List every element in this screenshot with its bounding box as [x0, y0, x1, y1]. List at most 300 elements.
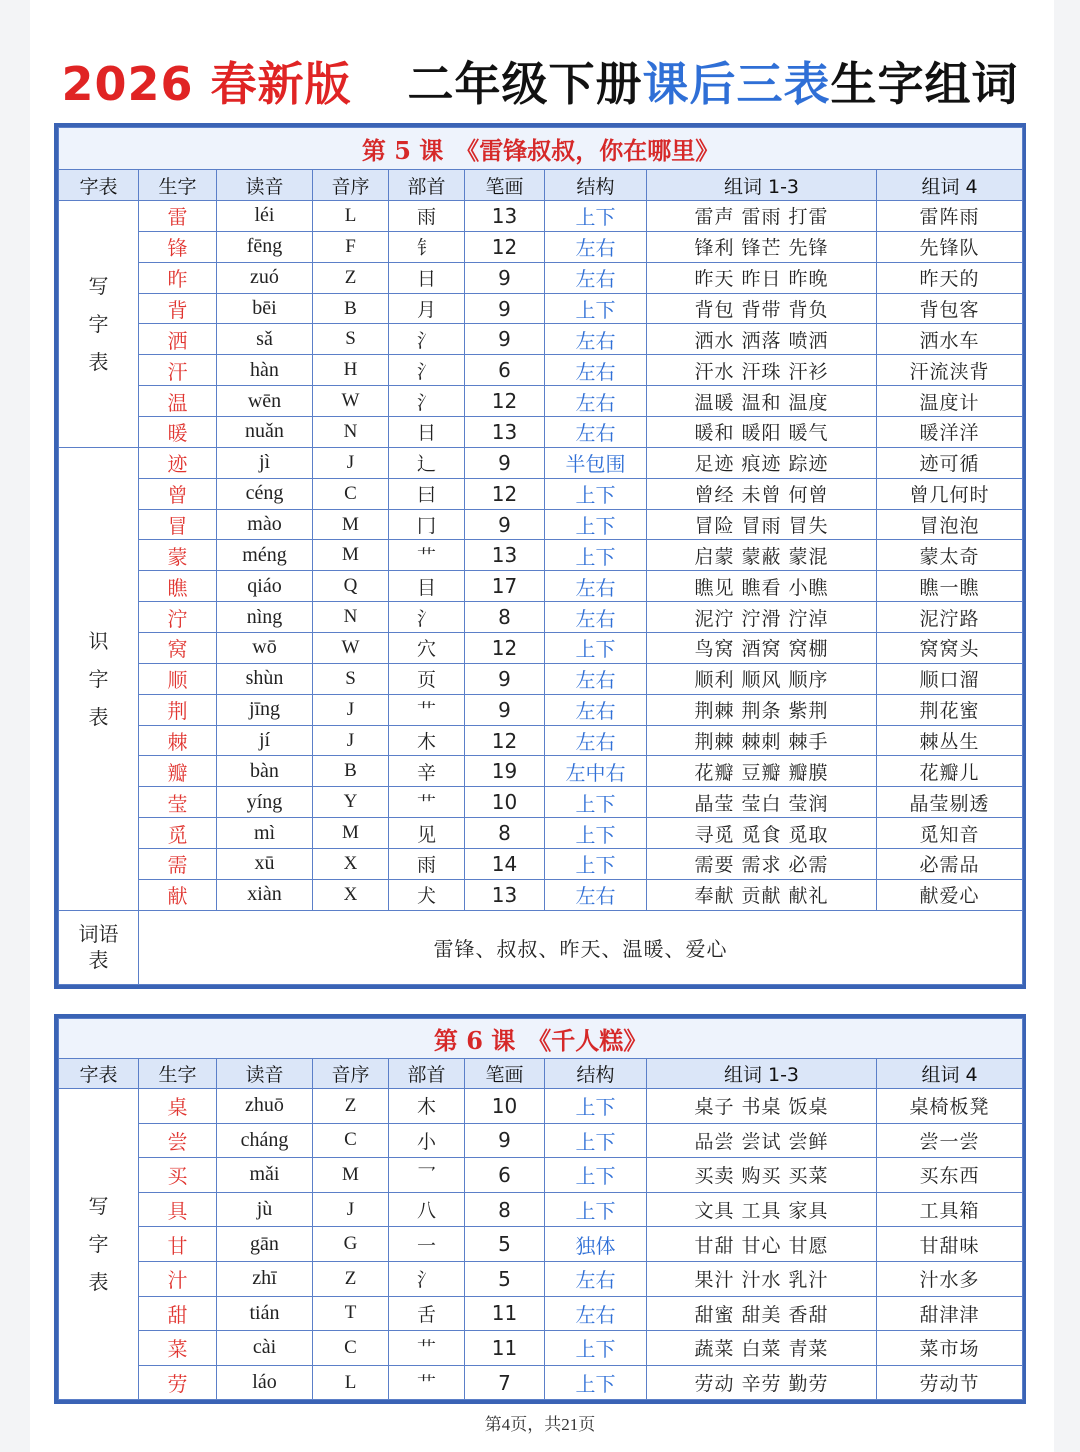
radical: 见: [389, 818, 465, 849]
pinyin: láo: [217, 1365, 313, 1400]
structure: 上下: [545, 849, 647, 880]
pinyin: xū: [217, 849, 313, 880]
stroke-count: 9: [465, 663, 545, 694]
word-4: 洒水车: [877, 324, 1023, 355]
character: 冒: [139, 509, 217, 540]
stroke-count: 8: [465, 1192, 545, 1227]
word-4: 顺口溜: [877, 663, 1023, 694]
stroke-count: 12: [465, 478, 545, 509]
table-row: [59, 694, 1023, 725]
initial: B: [313, 756, 389, 787]
pinyin: léi: [217, 201, 313, 232]
word-4: 棘丛生: [877, 725, 1023, 756]
words-1-3: 奉献 贡献 献礼: [647, 879, 877, 910]
word-4: 先锋队: [877, 231, 1023, 262]
stroke-count: 9: [465, 262, 545, 293]
column-header: 音序: [313, 170, 389, 201]
structure: 上下: [545, 1365, 647, 1400]
pinyin: yíng: [217, 787, 313, 818]
pinyin: méng: [217, 540, 313, 571]
pinyin: jīng: [217, 694, 313, 725]
initial: M: [313, 818, 389, 849]
radical: 钅: [389, 231, 465, 262]
character: 荆: [139, 694, 217, 725]
word-4: 献爱心: [877, 879, 1023, 910]
structure: 左右: [545, 602, 647, 633]
structure: 左右: [545, 1261, 647, 1296]
initial: X: [313, 879, 389, 910]
words-1-3: 品尝 尝试 尝鲜: [647, 1123, 877, 1158]
group-label-char: 写: [88, 273, 109, 298]
stroke-count: 9: [465, 509, 545, 540]
stroke-count: 13: [465, 879, 545, 910]
stroke-count: 6: [465, 355, 545, 386]
word-4: 曾几何时: [877, 478, 1023, 509]
words-1-3: 鸟窝 酒窝 窝棚: [647, 633, 877, 664]
structure: 上下: [545, 787, 647, 818]
vocab-label-part: 表: [88, 948, 109, 973]
word-4: 瞧一瞧: [877, 571, 1023, 602]
structure: 左右: [545, 725, 647, 756]
words-1-3: 寻觅 觅食 觅取: [647, 818, 877, 849]
word-4: 迹可循: [877, 447, 1023, 478]
structure: 上下: [545, 1089, 647, 1124]
table-row: [59, 447, 1023, 478]
table-row: [59, 756, 1023, 787]
column-header: 笔画: [465, 1059, 545, 1089]
radical: 日: [389, 417, 465, 448]
character: 迹: [139, 447, 217, 478]
structure: 左右: [545, 694, 647, 725]
initial: M: [313, 509, 389, 540]
radical: 辶: [389, 447, 465, 478]
pinyin: bēi: [217, 293, 313, 324]
words-1-3: 甜蜜 甜美 香甜: [647, 1296, 877, 1331]
word-4: 尝一尝: [877, 1123, 1023, 1158]
words-1-3: 洒水 洒落 喷洒: [647, 324, 877, 355]
words-1-3: 瞧见 瞧看 小瞧: [647, 571, 877, 602]
initial: Y: [313, 787, 389, 818]
structure: 上下: [545, 633, 647, 664]
table-row: [59, 355, 1023, 386]
lesson-6-table: [54, 1014, 1026, 1404]
word-4: 汁水多: [877, 1261, 1023, 1296]
table-row: [59, 1089, 1023, 1124]
radical: 犬: [389, 879, 465, 910]
pinyin: cháng: [217, 1123, 313, 1158]
structure: 左右: [545, 1296, 647, 1331]
group-label-char: 写: [88, 1194, 109, 1219]
radical: 冂: [389, 509, 465, 540]
column-header: 笔画: [465, 170, 545, 201]
words-1-3: 足迹 痕迹 踪迹: [647, 447, 877, 478]
pinyin: jù: [217, 1192, 313, 1227]
radical: 月: [389, 293, 465, 324]
initial: L: [313, 201, 389, 232]
table-row: [59, 602, 1023, 633]
pinyin: zhī: [217, 1261, 313, 1296]
initial: M: [313, 1158, 389, 1193]
radical: 页: [389, 663, 465, 694]
stroke-count: 17: [465, 571, 545, 602]
stroke-count: 13: [465, 540, 545, 571]
radical: 氵: [389, 602, 465, 633]
character: 需: [139, 849, 217, 880]
vocab-words: 雷锋、叔叔、昨天、温暖、爱心: [139, 910, 1023, 984]
structure: 左右: [545, 663, 647, 694]
pinyin: shùn: [217, 663, 313, 694]
initial: Q: [313, 571, 389, 602]
words-1-3: 买卖 购买 买菜: [647, 1158, 877, 1193]
word-4: 甜津津: [877, 1296, 1023, 1331]
vocab-label: [59, 910, 139, 984]
stroke-count: 6: [465, 1158, 545, 1193]
table-row: [59, 879, 1023, 910]
table-row: [59, 386, 1023, 417]
initial: Z: [313, 1089, 389, 1124]
group-label-char: 字: [88, 311, 109, 336]
stroke-count: 9: [465, 447, 545, 478]
words-1-3: 昨天 昨日 昨晚: [647, 262, 877, 293]
initial: N: [313, 602, 389, 633]
table-row: [59, 417, 1023, 448]
pinyin: mì: [217, 818, 313, 849]
stroke-count: 11: [465, 1331, 545, 1366]
stroke-count: 9: [465, 293, 545, 324]
group-label-char: 字: [88, 1232, 109, 1257]
words-1-3: 暖和 暖阳 暖气: [647, 417, 877, 448]
words-1-3: 温暖 温和 温度: [647, 386, 877, 417]
pinyin: xiàn: [217, 879, 313, 910]
words-1-3: 桌子 书桌 饭桌: [647, 1089, 877, 1124]
character: 莹: [139, 787, 217, 818]
words-1-3: 荆棘 荆条 紫荆: [647, 694, 877, 725]
word-4: 觅知音: [877, 818, 1023, 849]
word-table: [58, 127, 1023, 985]
lesson-title: 第 6 课 《千人糕》: [59, 1019, 1023, 1059]
character: 曾: [139, 478, 217, 509]
table-row: [59, 262, 1023, 293]
column-header: 字表: [59, 1059, 139, 1089]
group-label-char: 表: [88, 704, 109, 729]
stroke-count: 12: [465, 633, 545, 664]
words-1-3: 冒险 冒雨 冒失: [647, 509, 877, 540]
words-1-3: 锋利 锋芒 先锋: [647, 231, 877, 262]
radical: 雨: [389, 201, 465, 232]
stroke-count: 14: [465, 849, 545, 880]
column-header: 结构: [545, 1059, 647, 1089]
radical: 氵: [389, 386, 465, 417]
structure: 左右: [545, 386, 647, 417]
word-4: 菜市场: [877, 1331, 1023, 1366]
pinyin: fēng: [217, 231, 313, 262]
pinyin: cài: [217, 1331, 313, 1366]
character: 温: [139, 386, 217, 417]
stroke-count: 8: [465, 602, 545, 633]
table-row: [59, 1227, 1023, 1262]
column-header: 结构: [545, 170, 647, 201]
word-4: 劳动节: [877, 1365, 1023, 1400]
character: 雷: [139, 201, 217, 232]
initial: S: [313, 663, 389, 694]
pinyin: hàn: [217, 355, 313, 386]
column-header: 音序: [313, 1059, 389, 1089]
structure: 左右: [545, 571, 647, 602]
radical: 木: [389, 725, 465, 756]
table-row: [59, 540, 1023, 571]
structure: 独体: [545, 1227, 647, 1262]
radical: 氵: [389, 324, 465, 355]
character: 瞧: [139, 571, 217, 602]
table-row: [59, 787, 1023, 818]
structure: 上下: [545, 1192, 647, 1227]
structure: 左右: [545, 879, 647, 910]
structure: 左右: [545, 262, 647, 293]
character: 瓣: [139, 756, 217, 787]
word-4: 窝窝头: [877, 633, 1023, 664]
structure: 上下: [545, 1123, 647, 1158]
radical: 目: [389, 571, 465, 602]
table-row: [59, 1123, 1023, 1158]
initial: H: [313, 355, 389, 386]
stroke-count: 11: [465, 1296, 545, 1331]
radical: 艹: [389, 1365, 465, 1400]
initial: G: [313, 1227, 389, 1262]
stroke-count: 9: [465, 694, 545, 725]
words-1-3: 泥泞 泞滑 泞淖: [647, 602, 877, 633]
character: 菜: [139, 1331, 217, 1366]
structure: 上下: [545, 509, 647, 540]
table-row: [59, 509, 1023, 540]
words-1-3: 蔬菜 白菜 青菜: [647, 1331, 877, 1366]
pinyin: céng: [217, 478, 313, 509]
table-row: [59, 818, 1023, 849]
structure: 上下: [545, 1331, 647, 1366]
character: 背: [139, 293, 217, 324]
pinyin: gān: [217, 1227, 313, 1262]
radical: 雨: [389, 849, 465, 880]
initial: J: [313, 1192, 389, 1227]
structure: 左右: [545, 355, 647, 386]
title-subject: 生字组词: [830, 57, 1019, 111]
stroke-count: 8: [465, 818, 545, 849]
words-1-3: 启蒙 蒙蔽 蒙混: [647, 540, 877, 571]
table-row: [59, 324, 1023, 355]
radical: 氵: [389, 1261, 465, 1296]
pinyin: sǎ: [217, 324, 313, 355]
stroke-count: 10: [465, 787, 545, 818]
word-4: 冒泡泡: [877, 509, 1023, 540]
stroke-count: 19: [465, 756, 545, 787]
character: 棘: [139, 725, 217, 756]
table-row: [59, 1158, 1023, 1193]
character: 蒙: [139, 540, 217, 571]
vocab-row: [59, 910, 1023, 984]
title-edition: 2026 春新版: [61, 57, 352, 111]
pinyin: qiáo: [217, 571, 313, 602]
column-header: 组词 1-3: [647, 1059, 877, 1089]
word-4: 背包客: [877, 293, 1023, 324]
radical: 穴: [389, 633, 465, 664]
stroke-count: 12: [465, 386, 545, 417]
word-4: 买东西: [877, 1158, 1023, 1193]
stroke-count: 5: [465, 1261, 545, 1296]
initial: X: [313, 849, 389, 880]
word-4: 泥泞路: [877, 602, 1023, 633]
table-row: [59, 293, 1023, 324]
right-margin: [1054, 0, 1080, 1452]
word-4: 桌椅板凳: [877, 1089, 1023, 1124]
table-row: [59, 725, 1023, 756]
table-row: [59, 633, 1023, 664]
words-1-3: 花瓣 豆瓣 瓣膜: [647, 756, 877, 787]
column-header: 字表: [59, 170, 139, 201]
character: 锋: [139, 231, 217, 262]
initial: T: [313, 1296, 389, 1331]
pinyin: mào: [217, 509, 313, 540]
character: 窝: [139, 633, 217, 664]
initial: C: [313, 1331, 389, 1366]
words-1-3: 荆棘 棘刺 棘手: [647, 725, 877, 756]
table-row: [59, 849, 1023, 880]
group-label-char: 表: [88, 1270, 109, 1295]
initial: B: [313, 293, 389, 324]
character: 甜: [139, 1296, 217, 1331]
table-row: [59, 1296, 1023, 1331]
pinyin: zhuō: [217, 1089, 313, 1124]
word-4: 温度计: [877, 386, 1023, 417]
word-table: [58, 1018, 1023, 1400]
column-header: 组词 4: [877, 170, 1023, 201]
page-number: 第4页，共21页: [484, 1415, 596, 1434]
group-label: [59, 447, 139, 910]
initial: W: [313, 386, 389, 417]
initial: L: [313, 1365, 389, 1400]
word-4: 甘甜味: [877, 1227, 1023, 1262]
radical: 日: [389, 262, 465, 293]
words-1-3: 汗水 汗珠 汗衫: [647, 355, 877, 386]
word-4: 暖洋洋: [877, 417, 1023, 448]
pinyin: wō: [217, 633, 313, 664]
lesson-title: 第 5 课 《雷锋叔叔，你在哪里》: [59, 128, 1023, 170]
radical: 氵: [389, 355, 465, 386]
group-label: [59, 201, 139, 448]
initial: S: [313, 324, 389, 355]
initial: J: [313, 694, 389, 725]
table-row: [59, 571, 1023, 602]
pinyin: jì: [217, 447, 313, 478]
initial: Z: [313, 1261, 389, 1296]
character: 汁: [139, 1261, 217, 1296]
words-1-3: 甘甜 甘心 甘愿: [647, 1227, 877, 1262]
column-header: 读音: [217, 170, 313, 201]
character: 献: [139, 879, 217, 910]
structure: 左中右: [545, 756, 647, 787]
radical: 一: [389, 1227, 465, 1262]
vocab-label-part: 词语: [78, 922, 119, 947]
column-header: 部首: [389, 170, 465, 201]
words-1-3: 曾经 未曾 何曾: [647, 478, 877, 509]
word-4: 必需品: [877, 849, 1023, 880]
pinyin: mǎi: [217, 1158, 313, 1193]
page-title: [40, 48, 1040, 114]
pinyin: bàn: [217, 756, 313, 787]
group-label-char: 识: [88, 628, 109, 653]
stroke-count: 12: [465, 725, 545, 756]
group-label: [59, 1089, 139, 1400]
pinyin: wēn: [217, 386, 313, 417]
radical: 辛: [389, 756, 465, 787]
structure: 上下: [545, 293, 647, 324]
character: 洒: [139, 324, 217, 355]
structure: 半包围: [545, 447, 647, 478]
structure: 上下: [545, 201, 647, 232]
words-1-3: 背包 背带 背负: [647, 293, 877, 324]
radical: 曰: [389, 478, 465, 509]
word-4: 荆花蜜: [877, 694, 1023, 725]
word-4: 昨天的: [877, 262, 1023, 293]
stroke-count: 12: [465, 231, 545, 262]
initial: C: [313, 478, 389, 509]
table-row: [59, 1365, 1023, 1400]
initial: W: [313, 633, 389, 664]
stroke-count: 13: [465, 417, 545, 448]
character: 顺: [139, 663, 217, 694]
character: 汗: [139, 355, 217, 386]
title-grade: 二年级下册: [407, 57, 643, 111]
words-1-3: 果汁 汁水 乳汁: [647, 1261, 877, 1296]
character: 具: [139, 1192, 217, 1227]
initial: F: [313, 231, 389, 262]
title-three-tables: 课后三表: [642, 57, 831, 111]
table-row: [59, 201, 1023, 232]
initial: C: [313, 1123, 389, 1158]
column-header: 组词 1-3: [647, 170, 877, 201]
words-1-3: 顺利 顺风 顺序: [647, 663, 877, 694]
initial: J: [313, 725, 389, 756]
words-1-3: 劳动 辛劳 勤劳: [647, 1365, 877, 1400]
words-1-3: 文具 工具 家具: [647, 1192, 877, 1227]
radical: 艹: [389, 540, 465, 571]
structure: 左右: [545, 417, 647, 448]
structure: 上下: [545, 540, 647, 571]
stroke-count: 9: [465, 1123, 545, 1158]
pinyin: zuó: [217, 262, 313, 293]
words-1-3: 雷声 雷雨 打雷: [647, 201, 877, 232]
initial: M: [313, 540, 389, 571]
radical: 小: [389, 1123, 465, 1158]
table-row: [59, 1331, 1023, 1366]
column-header: 生字: [139, 1059, 217, 1089]
structure: 左右: [545, 324, 647, 355]
character: 劳: [139, 1365, 217, 1400]
radical: 艹: [389, 694, 465, 725]
initial: Z: [313, 262, 389, 293]
character: 暖: [139, 417, 217, 448]
column-header: 组词 4: [877, 1059, 1023, 1089]
stroke-count: 5: [465, 1227, 545, 1262]
column-header: 读音: [217, 1059, 313, 1089]
stroke-count: 7: [465, 1365, 545, 1400]
word-4: 蒙太奇: [877, 540, 1023, 571]
stroke-count: 10: [465, 1089, 545, 1124]
group-label-char: 表: [88, 349, 109, 374]
word-4: 汗流浃背: [877, 355, 1023, 386]
radical: 艹: [389, 1331, 465, 1366]
radical: 乛: [389, 1158, 465, 1193]
character: 尝: [139, 1123, 217, 1158]
structure: 左右: [545, 231, 647, 262]
